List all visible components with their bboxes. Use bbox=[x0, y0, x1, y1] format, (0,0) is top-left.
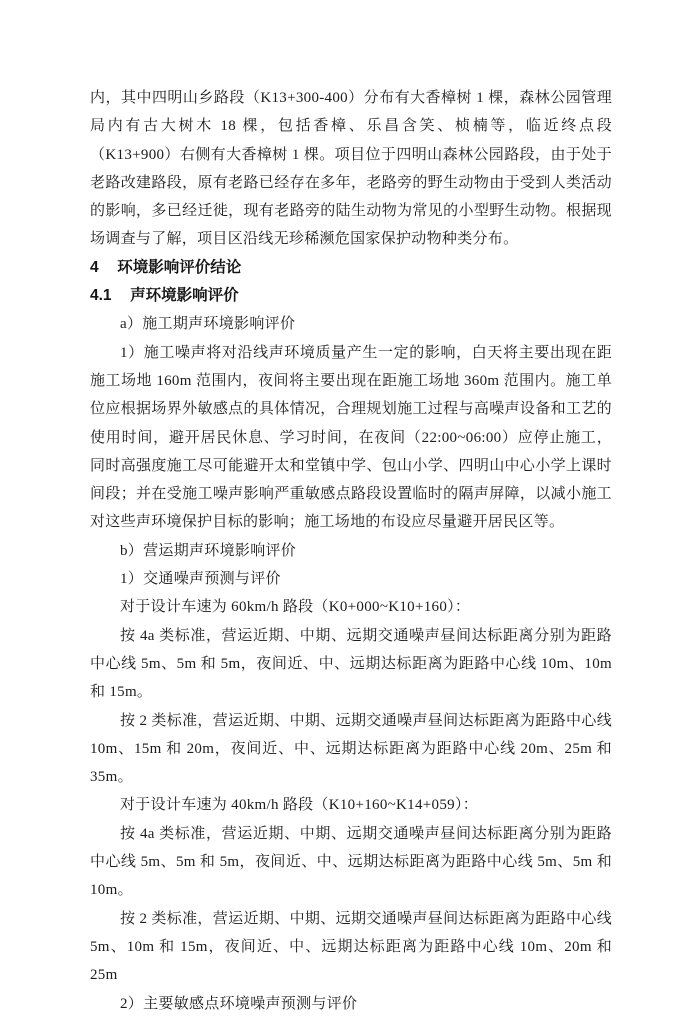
section-heading-4 bbox=[90, 254, 612, 282]
paragraph: a）施工期声环境影响评价 bbox=[120, 316, 296, 333]
section-number: 4.1 bbox=[90, 287, 112, 305]
section-number: 4 bbox=[90, 258, 99, 276]
paragraph: 1）施工噪声将对沿线声环境质量产生一定的影响，白天将主要出现在距施工场地 160m 范围内，夜间将主要出现在距施工场地 360m 范围内。施工单位应根据场界外敏感点的具体情况，合理规划施工过程与高噪声设备和工艺的使用时间，避开居民休息、学习时间，在夜间（22:00~06:00）应停止施工，同时高强度施工尽可能避开太和堂镇中学、包山小学、四明山中心小学上课时间段；并在受施工噪声影响严重敏感点路段设置临时的隔声屏障，以减小施工对这些声环境保护目标的影响；施工场地的布设应尽量避开居民区等。 bbox=[90, 344, 612, 531]
paragraph: b）营运期声环境影响评价 bbox=[120, 542, 297, 559]
section-heading-4.1 bbox=[90, 282, 612, 310]
paragraph: 对于设计车速为 60km/h 路段（K0+000~K10+160）： bbox=[120, 599, 471, 616]
section-title: 声环境影响评价 bbox=[130, 287, 239, 305]
paragraph: 2）主要敏感点环境噪声预测与评价 bbox=[120, 995, 358, 1012]
section-title: 环境影响评价结论 bbox=[117, 258, 242, 276]
paragraph: 按 4a 类标准，营运近期、中期、远期交通噪声昼间达标距离分别为距路中心线 5m、5m 和 5m，夜间近、中、远期达标距离为距路中心线 5m、5m 和 10m。 bbox=[90, 825, 612, 899]
paragraph: 按 4a 类标准，营运近期、中期、远期交通噪声昼间达标距离分别为距路中心线 5m、5m 和 5m，夜间近、中、远期达标距离为距路中心线 10m、10m 和 15m。 bbox=[90, 627, 612, 701]
paragraph: 内，其中四明山乡路段（K13+300-400）分布有大香樟树 1 棵，森林公园管理局内有古大树木 18 棵，包括香樟、乐昌含笑、桢楠等，临近终点段（K13+900）右侧有大香樟树 1 棵。项目位于四明山森林公园路段，由于处于老路改建路段，原有老路已经存在多年，老路旁的野生动物由于受到人类活动的影响，多已经迁徙，现有老路旁的陆生动物为常见的小型野生动物。根据现场调查与了解，项目区沿线无珍稀濒危国家保护动物种类分布。 bbox=[90, 90, 612, 248]
paragraph: 按 2 类标准，营运近期、中期、远期交通噪声昼间达标距离为距路中心线 10m、15m 和 20m，夜间近、中、远期达标距离为距路中心线 20m、25m 和 35m。 bbox=[90, 712, 612, 786]
document-body bbox=[90, 84, 612, 1018]
paragraph: 对于设计车速为 40km/h 路段（K10+160~K14+059）： bbox=[120, 797, 479, 814]
paragraph: 1）交通噪声预测与评价 bbox=[120, 571, 281, 588]
paragraph: 按 2 类标准，营运近期、中期、远期交通噪声昼间达标距离为距路中心线 5m、10m 和 15m，夜间近、中、远期达标距离为距路中心线 10m、20m 和 25m bbox=[90, 910, 612, 984]
